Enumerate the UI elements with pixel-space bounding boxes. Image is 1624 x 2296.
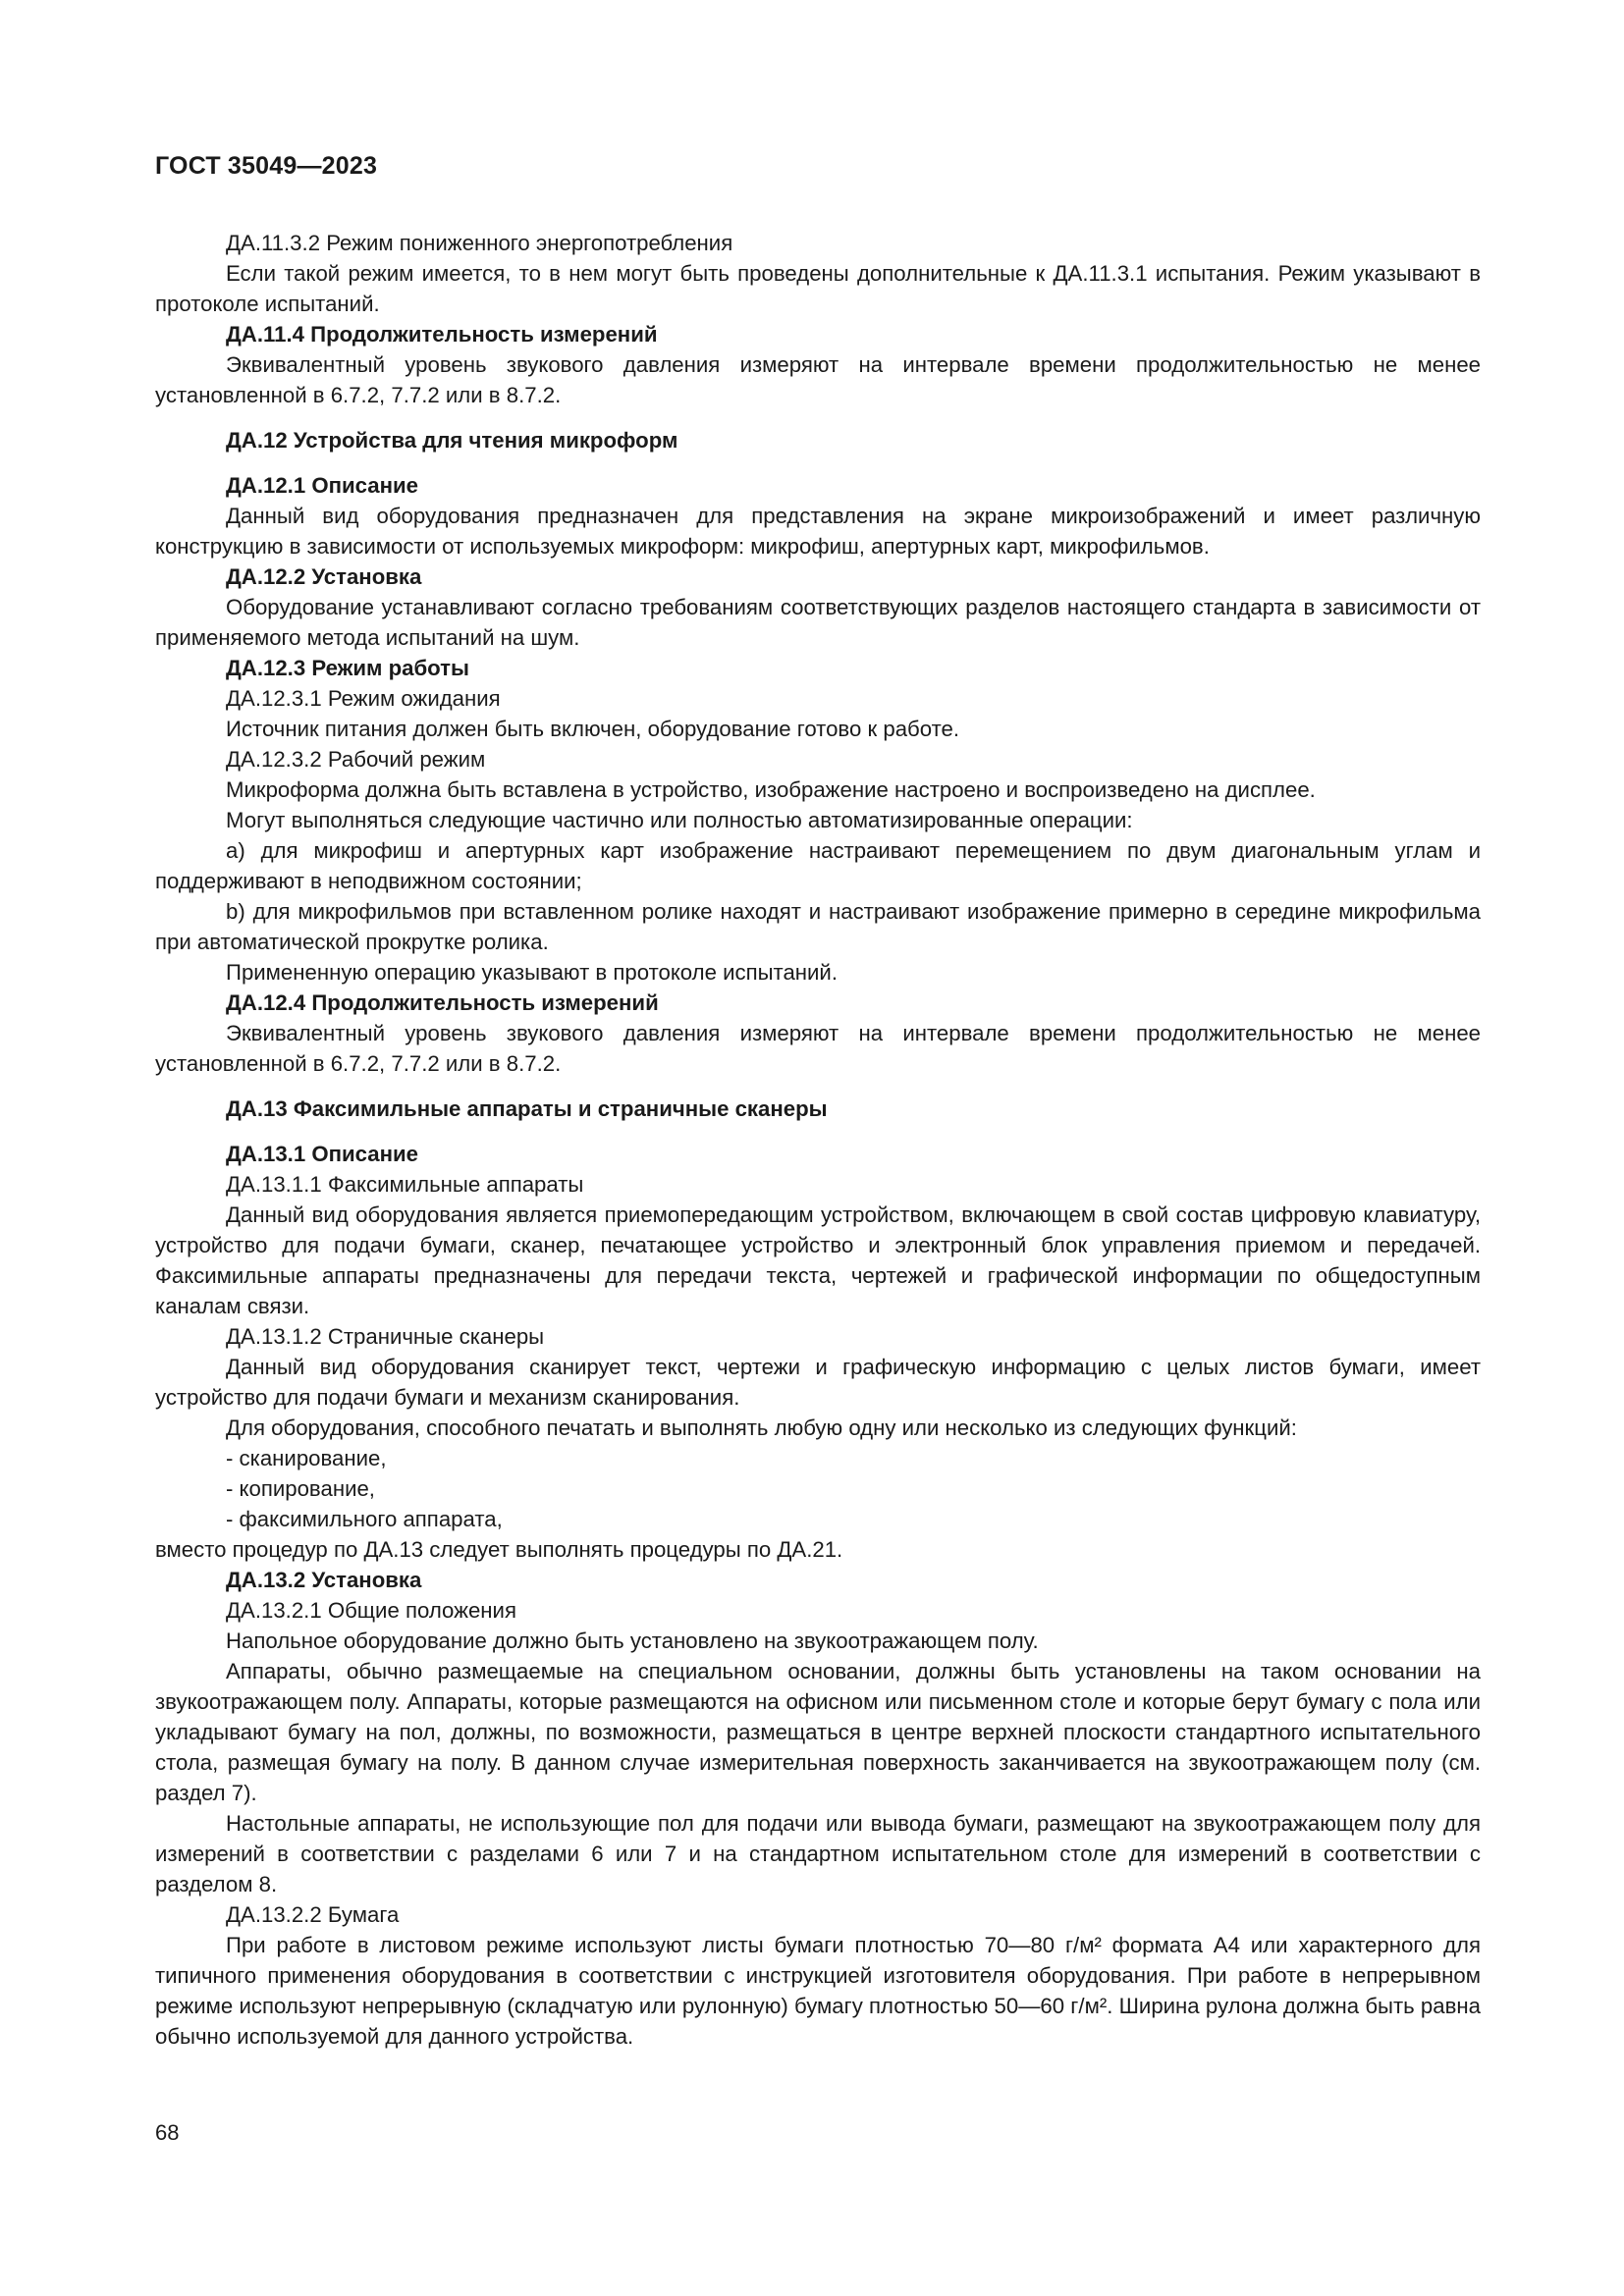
- paragraph: ДА.12.3.2 Рабочий режим: [226, 747, 486, 772]
- paragraph: ДА.13.2.1 Общие положения: [226, 1598, 516, 1623]
- paragraph: Данный вид оборудования предназначен для представления на экране микроизображений и имеет различную конструкцию в зависимости от используемых микроформ: микрофиш, апертурных карт, микрофильмов.: [155, 504, 1481, 559]
- paragraph: - факсимильного аппарата,: [226, 1507, 503, 1531]
- paragraph: Настольные аппараты, не использующие пол для подачи или вывода бумаги, размещают на звукоотражающем полу для измерений в соответствии с разделами 6 или 7 и на стандартном испытательном столе для измерений в соответствии с разделом 8.: [155, 1811, 1481, 1896]
- paragraph: Для оборудования, способного печатать и выполнять любую одну или несколько из следующих функций:: [226, 1415, 1297, 1440]
- paragraph: - сканирование,: [226, 1446, 387, 1470]
- paragraph: вместо процедур по ДА.13 следует выполнять процедуры по ДА.21.: [155, 1537, 843, 1562]
- paragraph: Аппараты, обычно размещаемые на специальном основании, должны быть установлены на таком основании на звукоотражающем полу. Аппараты, которые размещаются на офисном или письменном столе и которые берут бумагу с пола или укладывают бумагу на пол, должны, по возможности, размещаться в центре верхней плоскости стандартного испытательного стола, размещая бумагу на полу. В данном случае измерительная поверхность заканчивается на звукоотражающем полу (см. раздел 7).: [155, 1659, 1481, 1805]
- paragraph: ДА.13.1.1 Факсимильные аппараты: [226, 1172, 584, 1197]
- paragraph: ДА.12.3.1 Режим ожидания: [226, 686, 501, 711]
- paragraph: Эквивалентный уровень звукового давления измеряют на интервале времени продолжительностью не менее установленной в 6.7.2, 7.7.2 или в 8.7.2.: [155, 1021, 1481, 1076]
- paragraph: Данный вид оборудования сканирует текст, чертежи и графическую информацию с целых листов бумаги, имеет устройство для подачи бумаги и механизм сканирования.: [155, 1355, 1481, 1410]
- paragraph: Если такой режим имеется, то в нем могут быть проведены дополнительные к ДА.11.3.1 испытания. Режим указывают в протоколе испытаний.: [155, 261, 1481, 316]
- section-heading: ДА.11.4 Продолжительность измерений: [226, 322, 658, 347]
- section-heading: ДА.12.3 Режим работы: [226, 656, 469, 680]
- paragraph: b) для микрофильмов при вставленном ролике находят и настраивают изображение примерно в середине микрофильма при автоматической прокрутке ролика.: [155, 899, 1481, 954]
- paragraph: ДА.13.2.2 Бумага: [226, 1902, 400, 1927]
- section-heading: ДА.13 Факсимильные аппараты и страничные сканеры: [226, 1096, 828, 1121]
- paragraph: ДА.11.3.2 Режим пониженного энергопотребления: [226, 231, 733, 255]
- section-heading: ДА.12 Устройства для чтения микроформ: [226, 428, 678, 453]
- paragraph: При работе в листовом режиме используют листы бумаги плотностью 70—80 г/м² формата А4 или характерного для типичного применения оборудования в соответствии с инструкцией изготовителя оборудования. При работе в непрерывном режиме используют непрерывную (складчатую или рулонную) бумагу плотностью 50—60 г/м². Ширина рулона должна быть равна обычно используемой для данного устройства.: [155, 1933, 1481, 2049]
- paragraph: Напольное оборудование должно быть установлено на звукоотражающем полу.: [226, 1629, 1039, 1653]
- paragraph: - копирование,: [226, 1476, 375, 1501]
- paragraph: Оборудование устанавливают согласно требованиям соответствующих разделов настоящего стандарта в зависимости от применяемого метода испытаний на шум.: [155, 595, 1481, 650]
- paragraph: Источник питания должен быть включен, оборудование готово к работе.: [226, 717, 960, 741]
- paragraph: a) для микрофиш и апертурных карт изображение настраивают перемещением по двум диагональным углам и поддерживают в неподвижном состоянии;: [155, 838, 1481, 893]
- document-body: [155, 228, 1481, 2052]
- document-header: ГОСТ 35049—2023: [155, 152, 378, 180]
- section-heading: ДА.13.2 Установка: [226, 1568, 422, 1592]
- section-heading: ДА.12.4 Продолжительность измерений: [226, 990, 659, 1015]
- page-number: 68: [155, 2120, 180, 2145]
- paragraph: Могут выполняться следующие частично или полностью автоматизированные операции:: [226, 808, 1133, 832]
- paragraph: Микроформа должна быть вставлена в устройство, изображение настроено и воспроизведено на дисплее.: [226, 777, 1316, 802]
- paragraph: Эквивалентный уровень звукового давления измеряют на интервале времени продолжительностью не менее установленной в 6.7.2, 7.7.2 или в 8.7.2.: [155, 352, 1481, 407]
- section-heading: ДА.12.1 Описание: [226, 473, 418, 498]
- paragraph: Данный вид оборудования является приемопередающим устройством, включающем в свой состав цифровую клавиатуру, устройство для подачи бумаги, сканер, печатающее устройство и электронный блок управления приемом и передачей. Факсимильные аппараты предназначены для передачи текста, чертежей и графической информации по общедоступным каналам связи.: [155, 1202, 1481, 1318]
- paragraph: Примененную операцию указывают в протоколе испытаний.: [226, 960, 838, 985]
- section-heading: ДА.13.1 Описание: [226, 1142, 418, 1166]
- section-heading: ДА.12.2 Установка: [226, 564, 422, 589]
- paragraph: ДА.13.1.2 Страничные сканеры: [226, 1324, 545, 1349]
